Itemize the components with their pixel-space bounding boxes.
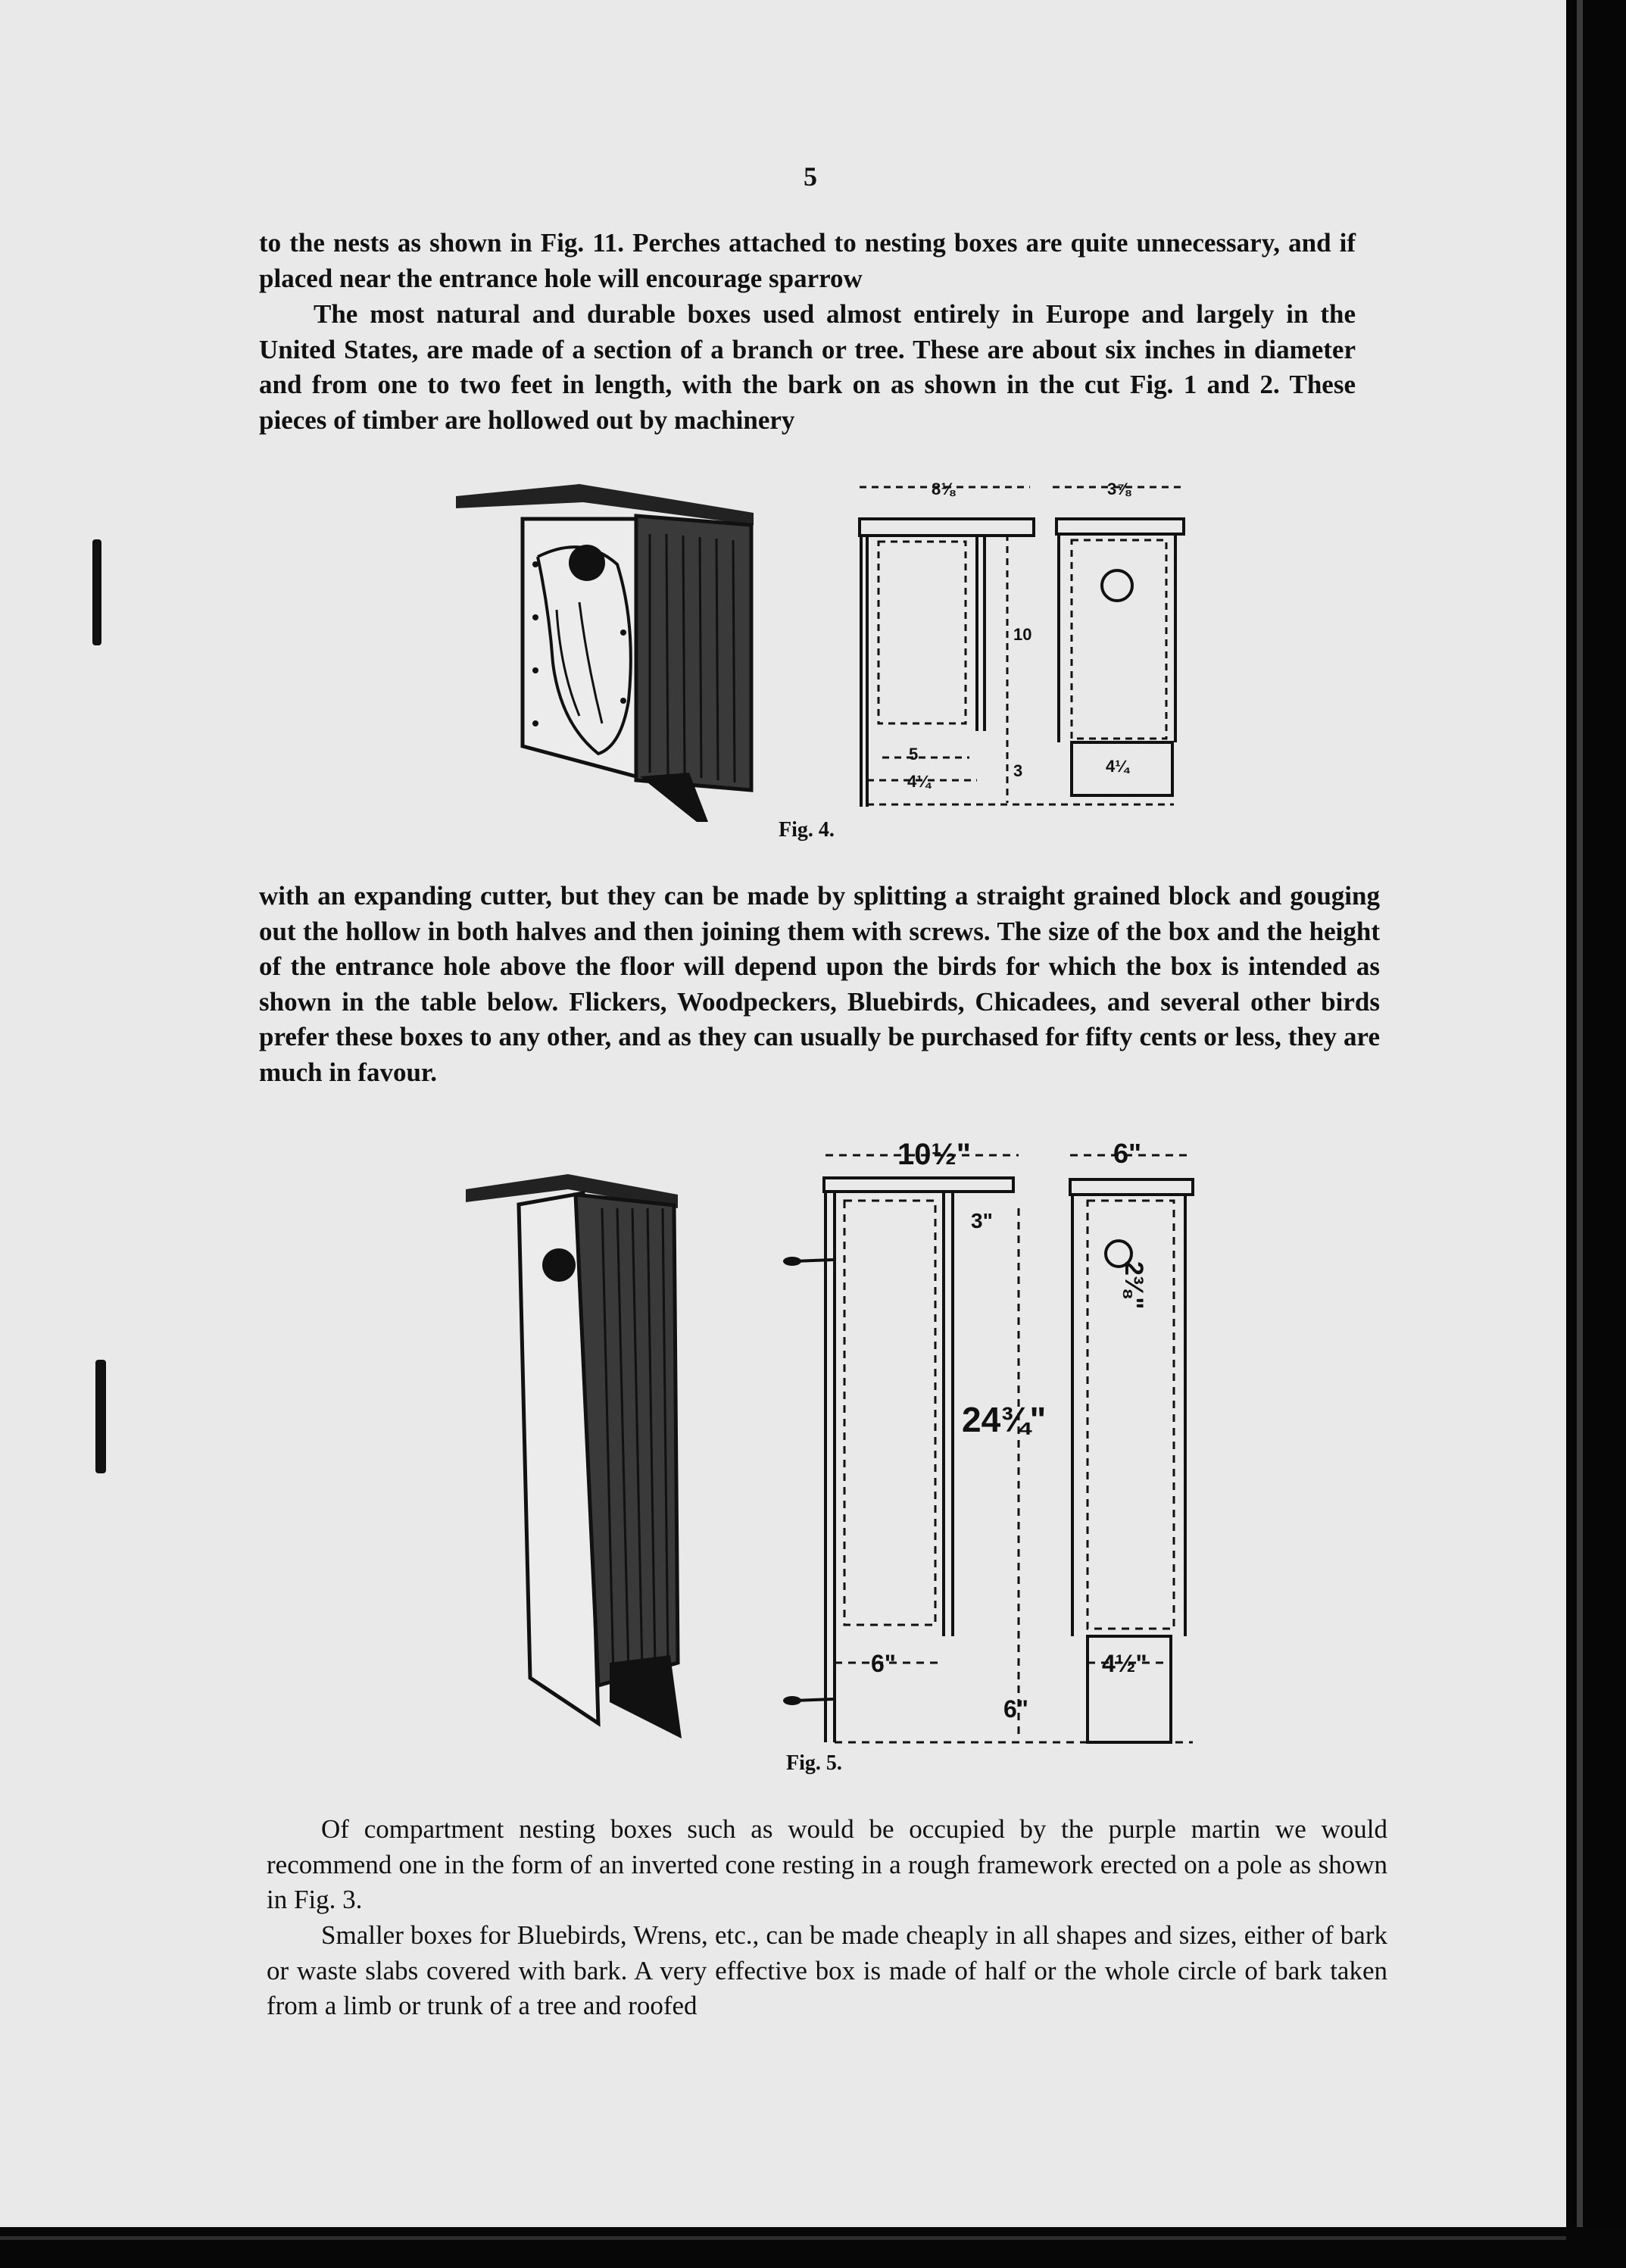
fig4-caption: Fig. 4. <box>779 818 835 842</box>
paragraph-4: Of compartment nesting boxes such as would be occupied by the purple martin we would recommend one in the form of an inverted cone resting in a rough framework erected on a pole as shown in Fig. 3. <box>267 1814 1387 1914</box>
fig5-dim-overhang: 3" <box>971 1209 993 1232</box>
fig4-dim-base-width: 4¼ <box>907 772 931 791</box>
figure-4 <box>447 473 1212 845</box>
fig5-dim-bottom-right: 4½" <box>1102 1650 1147 1677</box>
fig5-dim-top-right: 6" <box>1113 1138 1142 1169</box>
page-number: 5 <box>804 161 817 192</box>
fig4-dim-inner-width: 5 <box>909 745 919 764</box>
fig5-dim-extension: 6" <box>1003 1695 1028 1723</box>
fig4-dim-right-base: 4¼ <box>1106 757 1129 776</box>
fig4-dim-height: 10 <box>1013 625 1032 644</box>
figure-5 <box>462 1132 1227 1792</box>
fig4-dim-extension: 3 <box>1013 761 1023 780</box>
fig4-dim-top-left: 8⅛ <box>932 480 955 498</box>
paragraph-1: to the nests as shown in Fig. 11. Perches attached to nesting boxes are quite unnecessary, and if placed near the entrance hole will encourage sparrow <box>259 228 1356 293</box>
paragraph-2: The most natural and durable boxes used almost entirely in Europe and largely in the United States, are made of a section of a branch or tree. These are about six inches in diameter and from one to two feet in length, with the bark on as shown in the cut Fig. 1 and 2. These pieces of timber are hollowed out by machinery <box>259 299 1356 435</box>
binding-mark-upper <box>92 539 101 645</box>
scan-edge-bottom <box>0 2227 1626 2268</box>
fig5-dim-bottom-width: 6" <box>871 1650 896 1677</box>
fig5-dim-top-left: 10½" <box>897 1138 971 1171</box>
fig5-dim-hole: 2⅜" <box>1119 1261 1148 1310</box>
paragraph-3: with an expanding cutter, but they can be made by splitting a straight grained block and gouging out the hollow in both halves and then joining them with screws. The size of the box and the height of the entrance hole above the floor will depend upon the birds for which the box is intended as shown in the table below. Flickers, Woodpeckers, Bluebirds, Chicadees, and several other birds prefer these boxes to any other, and as they can usually be purchased for fifty cents or less, they are much in favour. <box>259 881 1380 1087</box>
binding-mark-lower <box>95 1360 106 1473</box>
scan-edge-right <box>1566 0 1626 2268</box>
fig4-dim-top-right: 3⅞ <box>1107 480 1131 498</box>
fig4-birdhouse-drawing <box>456 484 754 822</box>
paragraph-5: Smaller boxes for Bluebirds, Wrens, etc., can be made cheaply in all shapes and sizes, either of bark or waste slabs covered with bark. A very effective box is made of half or the whole circle of bark taken from a limb or trunk of a tree and roofed <box>267 1920 1387 2020</box>
fig5-birdhouse-drawing <box>466 1174 682 1738</box>
fig5-caption: Fig. 5. <box>786 1751 842 1775</box>
fig5-dim-height: 24¾" <box>962 1400 1047 1439</box>
